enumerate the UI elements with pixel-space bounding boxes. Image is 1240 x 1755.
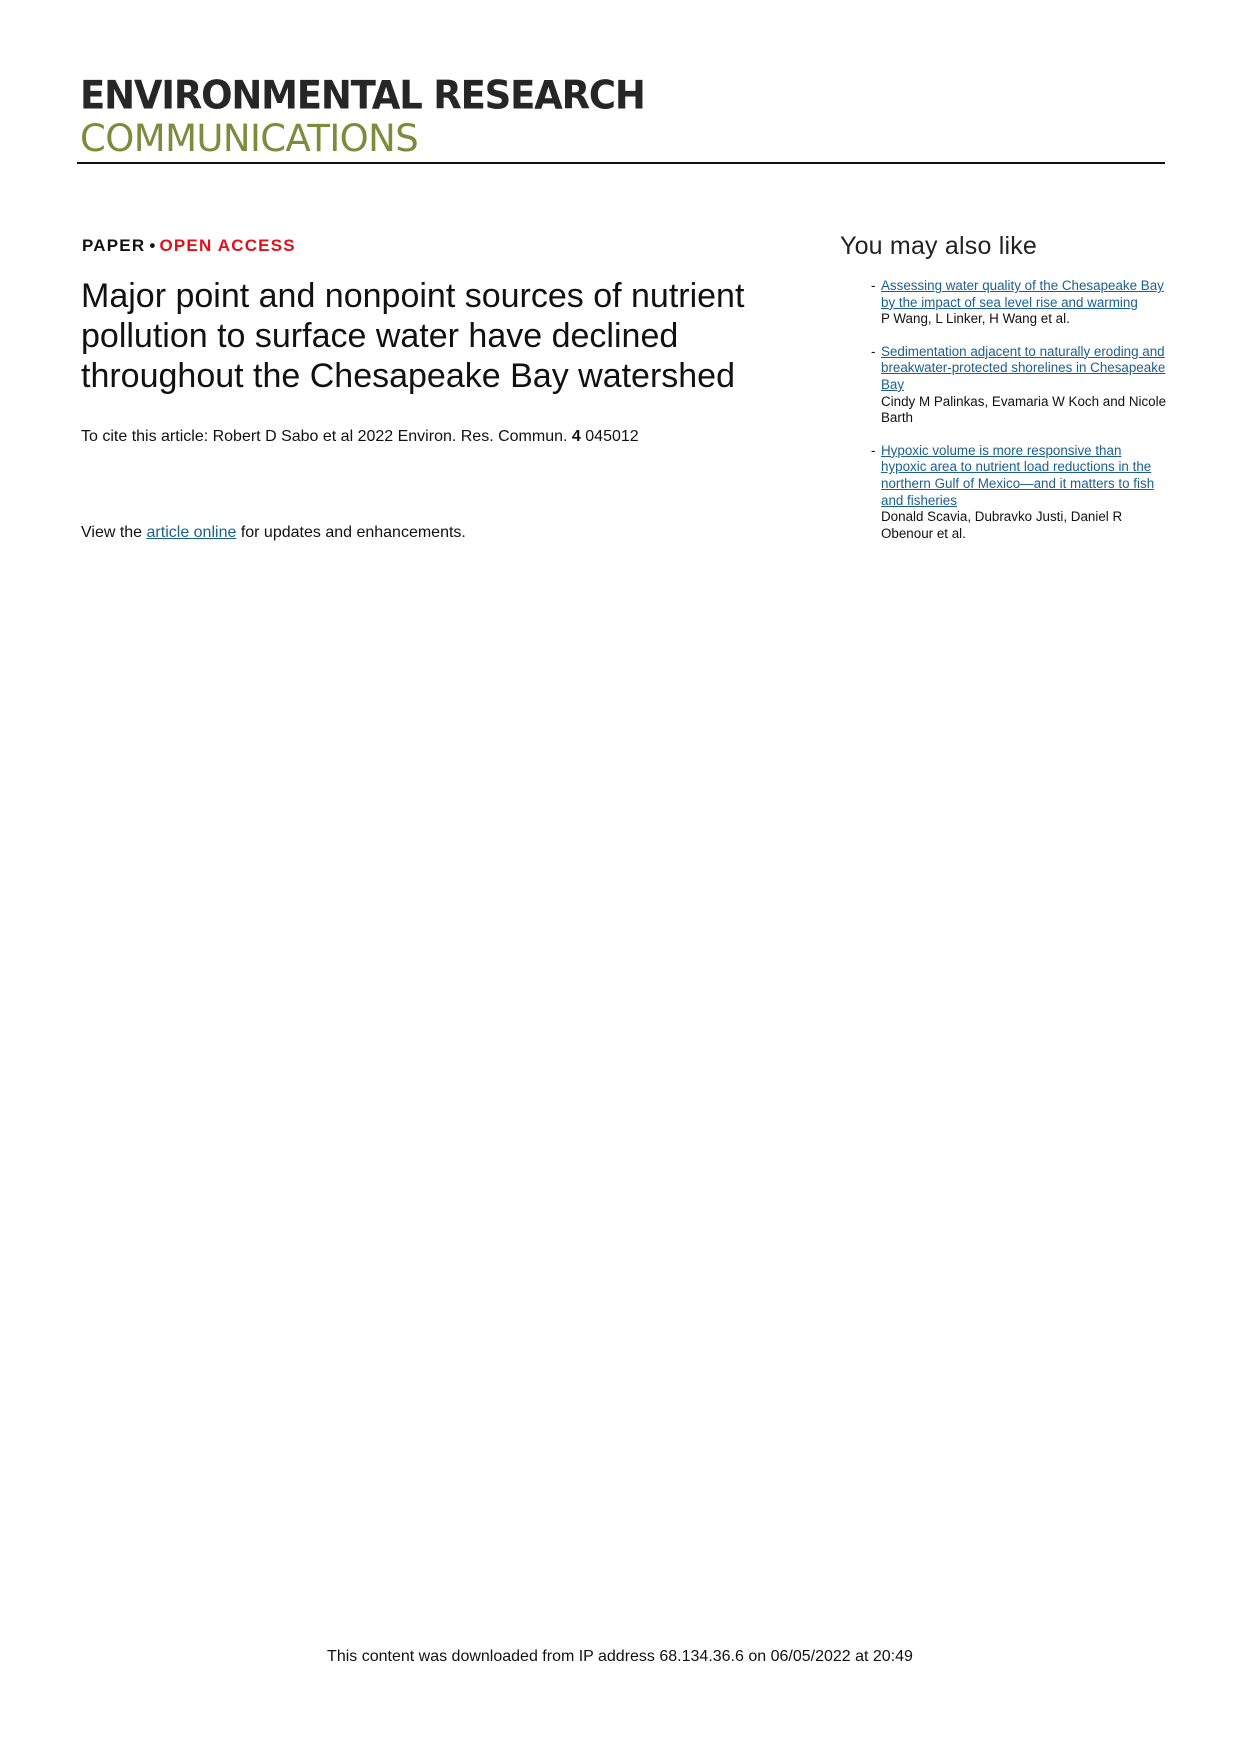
related-article-authors: Donald Scavia, Dubravko Justi, Daniel R Obenour et al. [881,509,1123,541]
header-divider [77,162,1165,164]
paper-type-label [82,236,296,256]
view-online-suffix: for updates and enhancements. [240,524,466,541]
related-articles-heading: You may also like [840,232,1038,260]
related-article-link[interactable]: Hypoxic volume is more responsive than hypoxic area to nutrient load reductions in the northern Gulf of Mexico—and it matters to fish and fisheries [881,442,1155,508]
journal-logo-line2: COMMUNICATIONS [80,117,419,160]
journal-logo-line1: ENVIRONMENTAL RESEARCH [80,72,645,118]
download-notice: This content was downloaded from IP address 68.134.36.6 on 06/05/2022 at 20:49 [327,1648,913,1665]
open-access-label: OPEN ACCESS [159,236,296,255]
related-article-item [840,344,1170,427]
list-dash: - [871,442,876,458]
related-articles-sidebar [840,232,1170,558]
citation-line [81,428,639,446]
journal-logo [80,72,645,160]
related-article-item [840,443,1170,543]
article-title: Major point and nonpoint sources of nutrient pollution to surface water have declined throughout the Chesapeake Bay watershed [81,277,745,395]
related-article-link[interactable]: Sedimentation adjacent to naturally eroding and breakwater-protected shorelines in Chesapeake Bay [881,343,1166,392]
related-articles-list [840,278,1170,542]
citation-text: To cite this article: Robert D Sabo et al 2022 Environ. Res. Commun. [81,428,568,445]
related-article-authors: P Wang, L Linker, H Wang et al. [881,311,1070,327]
related-article-authors: Cindy M Palinkas, Evamaria W Koch and Nicole Barth [881,393,1167,426]
related-article-link[interactable]: Assessing water quality of the Chesapeake Bay by the impact of sea level rise and warming [881,278,1164,310]
bullet-separator: • [149,236,157,255]
list-dash: - [871,278,876,293]
related-article-item [840,278,1170,328]
list-dash: - [871,343,876,359]
citation-article-number: 045012 [585,428,639,445]
paper-label: PAPER [82,236,146,255]
article-online-link[interactable]: article online [146,524,237,541]
view-online-prefix: View the [81,524,143,541]
citation-volume: 4 [571,428,581,445]
view-online-line [81,524,466,542]
